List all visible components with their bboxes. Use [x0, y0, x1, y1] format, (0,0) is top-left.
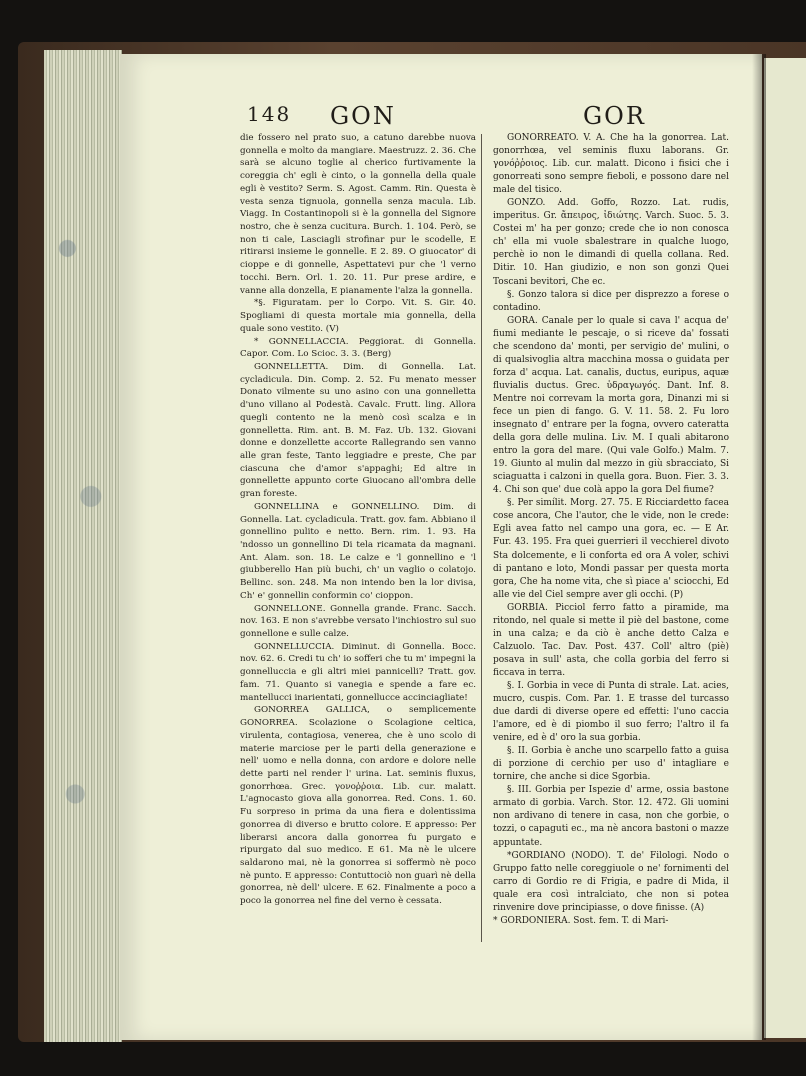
page-number: 148: [247, 102, 292, 126]
gutter-shadow: [752, 54, 766, 1040]
entry: GONZO. Add. Goffo, Rozzo. Lat. rudis, imperitus. Gr. ἄπειρος, ἰδιώτης. Varch. Suoc. 5. 3. Costei m' ha per gonzo; crede che io non conosca ch' ella mi vuole sbalestrare in qualche luogo, perchè io non le dimandi di quella collana. Red. Ditir. 10. Han giudizio, e non son gonzi Quei Toscani bevitori, Che ec.: [493, 198, 729, 287]
entry: §. Per simílit. Morg. 27. 75. E Ricciardetto facea cose ancora, Che l'autor, che le vide, non le crede: Egli avea fatto nel campo una gora, ec. — E Ar. Fur. 43. 195. Fra quei guerrieri il vecchierel divoto Sta dolcemente, e li conforta ed ora A voler, schivi di pantano e loto, Mondi passar per questa morta gora, Che ha nome vita, che sì piace a' sciocchi, Ed alle vie del Ciel sempre aver gli occhi. (P): [493, 498, 729, 600]
entry: GONORREA GALLICA, o semplicemente GONORREA. Scolazione o Scolagione celtica, virulenta, contagiosa, venerea, che è uno scolo di materie marciose per le parti della generazione e nell' uomo e nella donna, con ardore e dolore nelle dette parti nel render l' urina. Lat. seminis fluxus, gonorrhœa. Grec. γονοῤῥοια. Lib. cur. malatt. L'agnocasto giova alla gonorrea. Red. Cons. 1. 60. Fu sorpreso in prima da una fiera e dolentissima gonorrea di diverso e brutto colore. E appresso: Per liberarsi ancora dalla gonorrea fu purgato e ripurgato dal suo medico. E 61. Ma nè le ulcere saldarono mai, nè la gonorrea si soffermò nè poco nè punto. E appresso: Contuttociò non guarì nè della gonorrea, nè dell' ulcere. E 62. Finalmente a poco a poco la gonorrea nel fine del verno è cessata.: [240, 705, 476, 907]
entry: die fossero nel prato suo, a catuno darebbe nuova gonnella e molto da mangiare. Maestruzz. 2. 36. Che sarà se alcuno toglie al cherico furtivamente la coreggia ch' egli è cinto, o la gonnella della quale egli è vestito? Serm. S. Agost. Camm. Rin. Questa è vesta senza tignuola, gonnella senza macula. Lib. Viagg. In Costantinopoli si è la gonnella del Signore nostro, che è senza cucitura. Burch. 1. 104. Però, se non ti cale, Lasciagli strofinar pur le scodelle, E ritirarsi insieme le gonnelle. E 2. 89. O giuocator' di cioppe e di gonnelle, Aspettatevi pur che 'l verno tocchi. Bern. Orl. 1. 20. 11. Pur prese ardire, e vanne alla donzella, E pianamente l'alza la gonnella.: [240, 133, 476, 296]
right-column: [493, 132, 729, 928]
entry: GONNELLUCCIA. Diminut. di Gonnella. Bocc. nov. 62. 6. Credi tu ch' io sofferi che tu m' impegni la gonnelluccia e gli altri miei pannicelli? Tratt. gov. fam. 71. Quanto si vanegia e spende a fare ec. mantellucci inarientati, gonnellucce accinciagliate!: [240, 641, 476, 703]
entry: GONNELLONE. Gonnella grande. Franc. Sacch. nov. 163. E non s'avrebbe versato l'inchiostro sul suo gonnellone e sulle calze.: [240, 603, 476, 640]
entry: GORBIA. Picciol ferro fatto a piramide, ma ritondo, nel quale si mette il piè del bastone, come in una calza; e da ciò è anche detto Calza e Calzuolo. Tac. Dav. Post. 437. Coll' altro (piè) posava in sull' asta, che colla gorbia del ferro si ficcava in terra.: [493, 602, 729, 678]
entry: §. III. Gorbia per Ispezie d' arme, ossia bastone armato di gorbia. Varch. Stor. 12. 472. Gli uomini non ardivano di tenere in casa, non che gorbie, o tozzi, o capaguti ec., ma nè ancora bastoni o mazze appuntate.: [493, 785, 729, 848]
facing-page-edge: [764, 58, 806, 1038]
entry: GORA. Canale per lo quale si cava l' acqua de' fiumi mediante le pescaje, o si riceve da' fossati che scendono da' monti, per servigio de' mulini, o di qualsivoglia altra macchina mossa o guidata per forza d' acqua. Lat. canalis, ductus, euripus, aquæ fluvialis ductus. Grec. ὑδραγωγός. Dant. Inf. 8. Mentre noi correvam la morta gora, Dinanzi mi si fece un pien di fango. G. V. 11. 58. 2. Fu loro insegnato d' entrare per la fogna, ovvero cateratta della gora delle mulina. Liv. M. I quali abitarono entro la gora del mare. (Qui vale Golfo.) Malm. 7. 19. Giunto al mulin dal mezzo in giù sbracciato, Si sciaguatta i calzoni in quella gora. Buon. Fier. 3. 3. 4. Chi son que' due colà appo la gora Del fiume?: [493, 315, 729, 496]
right-guide-word: GOR: [583, 102, 646, 130]
left-guide-word: GON: [330, 102, 396, 130]
column-divider: [481, 134, 482, 942]
entry: GONORREATO. V. A. Che ha la gonorrea. Lat. gonorrhœa, vel seminis fluxu laborans. Gr. γονόῤῥοιος. Lib. cur. malatt. Dicono i fisici che i gonorreati sono sempre fieboli, e possono dare nel male del tisico.: [493, 133, 729, 196]
page-edges: [44, 50, 122, 1042]
entry: §. II. Gorbia è anche uno scarpello fatto a guisa di porzione di cerchio per uso d' intagliare e tornire, che anche si dice Sgorbia.: [493, 746, 729, 783]
entry: GONNELLETTA. Dim. di Gonnella. Lat. cycladicula. Din. Comp. 2. 52. Fu menato messer Donato vilmente su uno asino con una gonnelletta d'uno villano al Podestà. Cavalc. Frutt. ling. Allora quegli contento ne la menò così scalza e in gonnelletta. Rim. ant. B. M. Faz. Ub. 132. Giovani donne e donzellette accorte Rallegrando sen vanno alle gran feste, Tanto leggiadre e preste, Che par ciascuna che d'amor s'appaghi; Ed altre in gonnellette appunto corte Giuocano all'ombra delle gran foreste.: [240, 361, 476, 500]
entry: * GORDONIERA. Sost. fem. T. di Mari-: [493, 915, 669, 926]
entry: §. Gonzo talora si dice per disprezzo a forese o contadino.: [493, 289, 729, 313]
entry: *GORDIANO (NODO). T. de' Filologi. Nodo o Gruppo fatto nelle coreggiuole o ne' fornimenti del carro di Gordio re di Frigia, e padre di Mida, il quale era così intralciato, che non si potea rinvenire dove principiasse, o dove finisse. (A): [493, 850, 729, 913]
left-column: [240, 132, 476, 908]
entry: GONNELLINA e GONNELLINO. Dim. di Gonnella. Lat. cycladicula. Tratt. gov. fam. Abbiano il gonnellino pulito e netto. Bern. rim. 1. 93. Ha 'ndosso un gonnellino Di tela ricamata da magnani. Ant. Alam. son. 18. Le calze e 'l gonnellino e 'l giubberello Han più buchi, ch' un vaglio o colatojo. Bellinc. son. 248. Ma non intendo ben la lor divisa, Ch' e' gonnellin conformin co' cioppon.: [240, 501, 476, 601]
entry: *§. Figuratam. per lo Corpo. Vit. S. Gir. 40. Spogliami di questa mortale mia gonnella, della quale sono vestito. (V): [240, 298, 476, 334]
entry: * GONNELLACCIA. Peggiorat. di Gonnella. Capor. Com. Lo Scioc. 3. 3. (Berg): [240, 336, 476, 360]
entry: §. I. Gorbia in vece di Punta di strale. Lat. acies, mucro, cuspis. Com. Par. 1. E trasse del turcasso due dardi di diverse opere ed effetti: l'uno caccia l'amore, ed è di piombo il suo ferro; l'altro il fa venire, ed è d' oro la sua gorbia.: [493, 680, 729, 744]
